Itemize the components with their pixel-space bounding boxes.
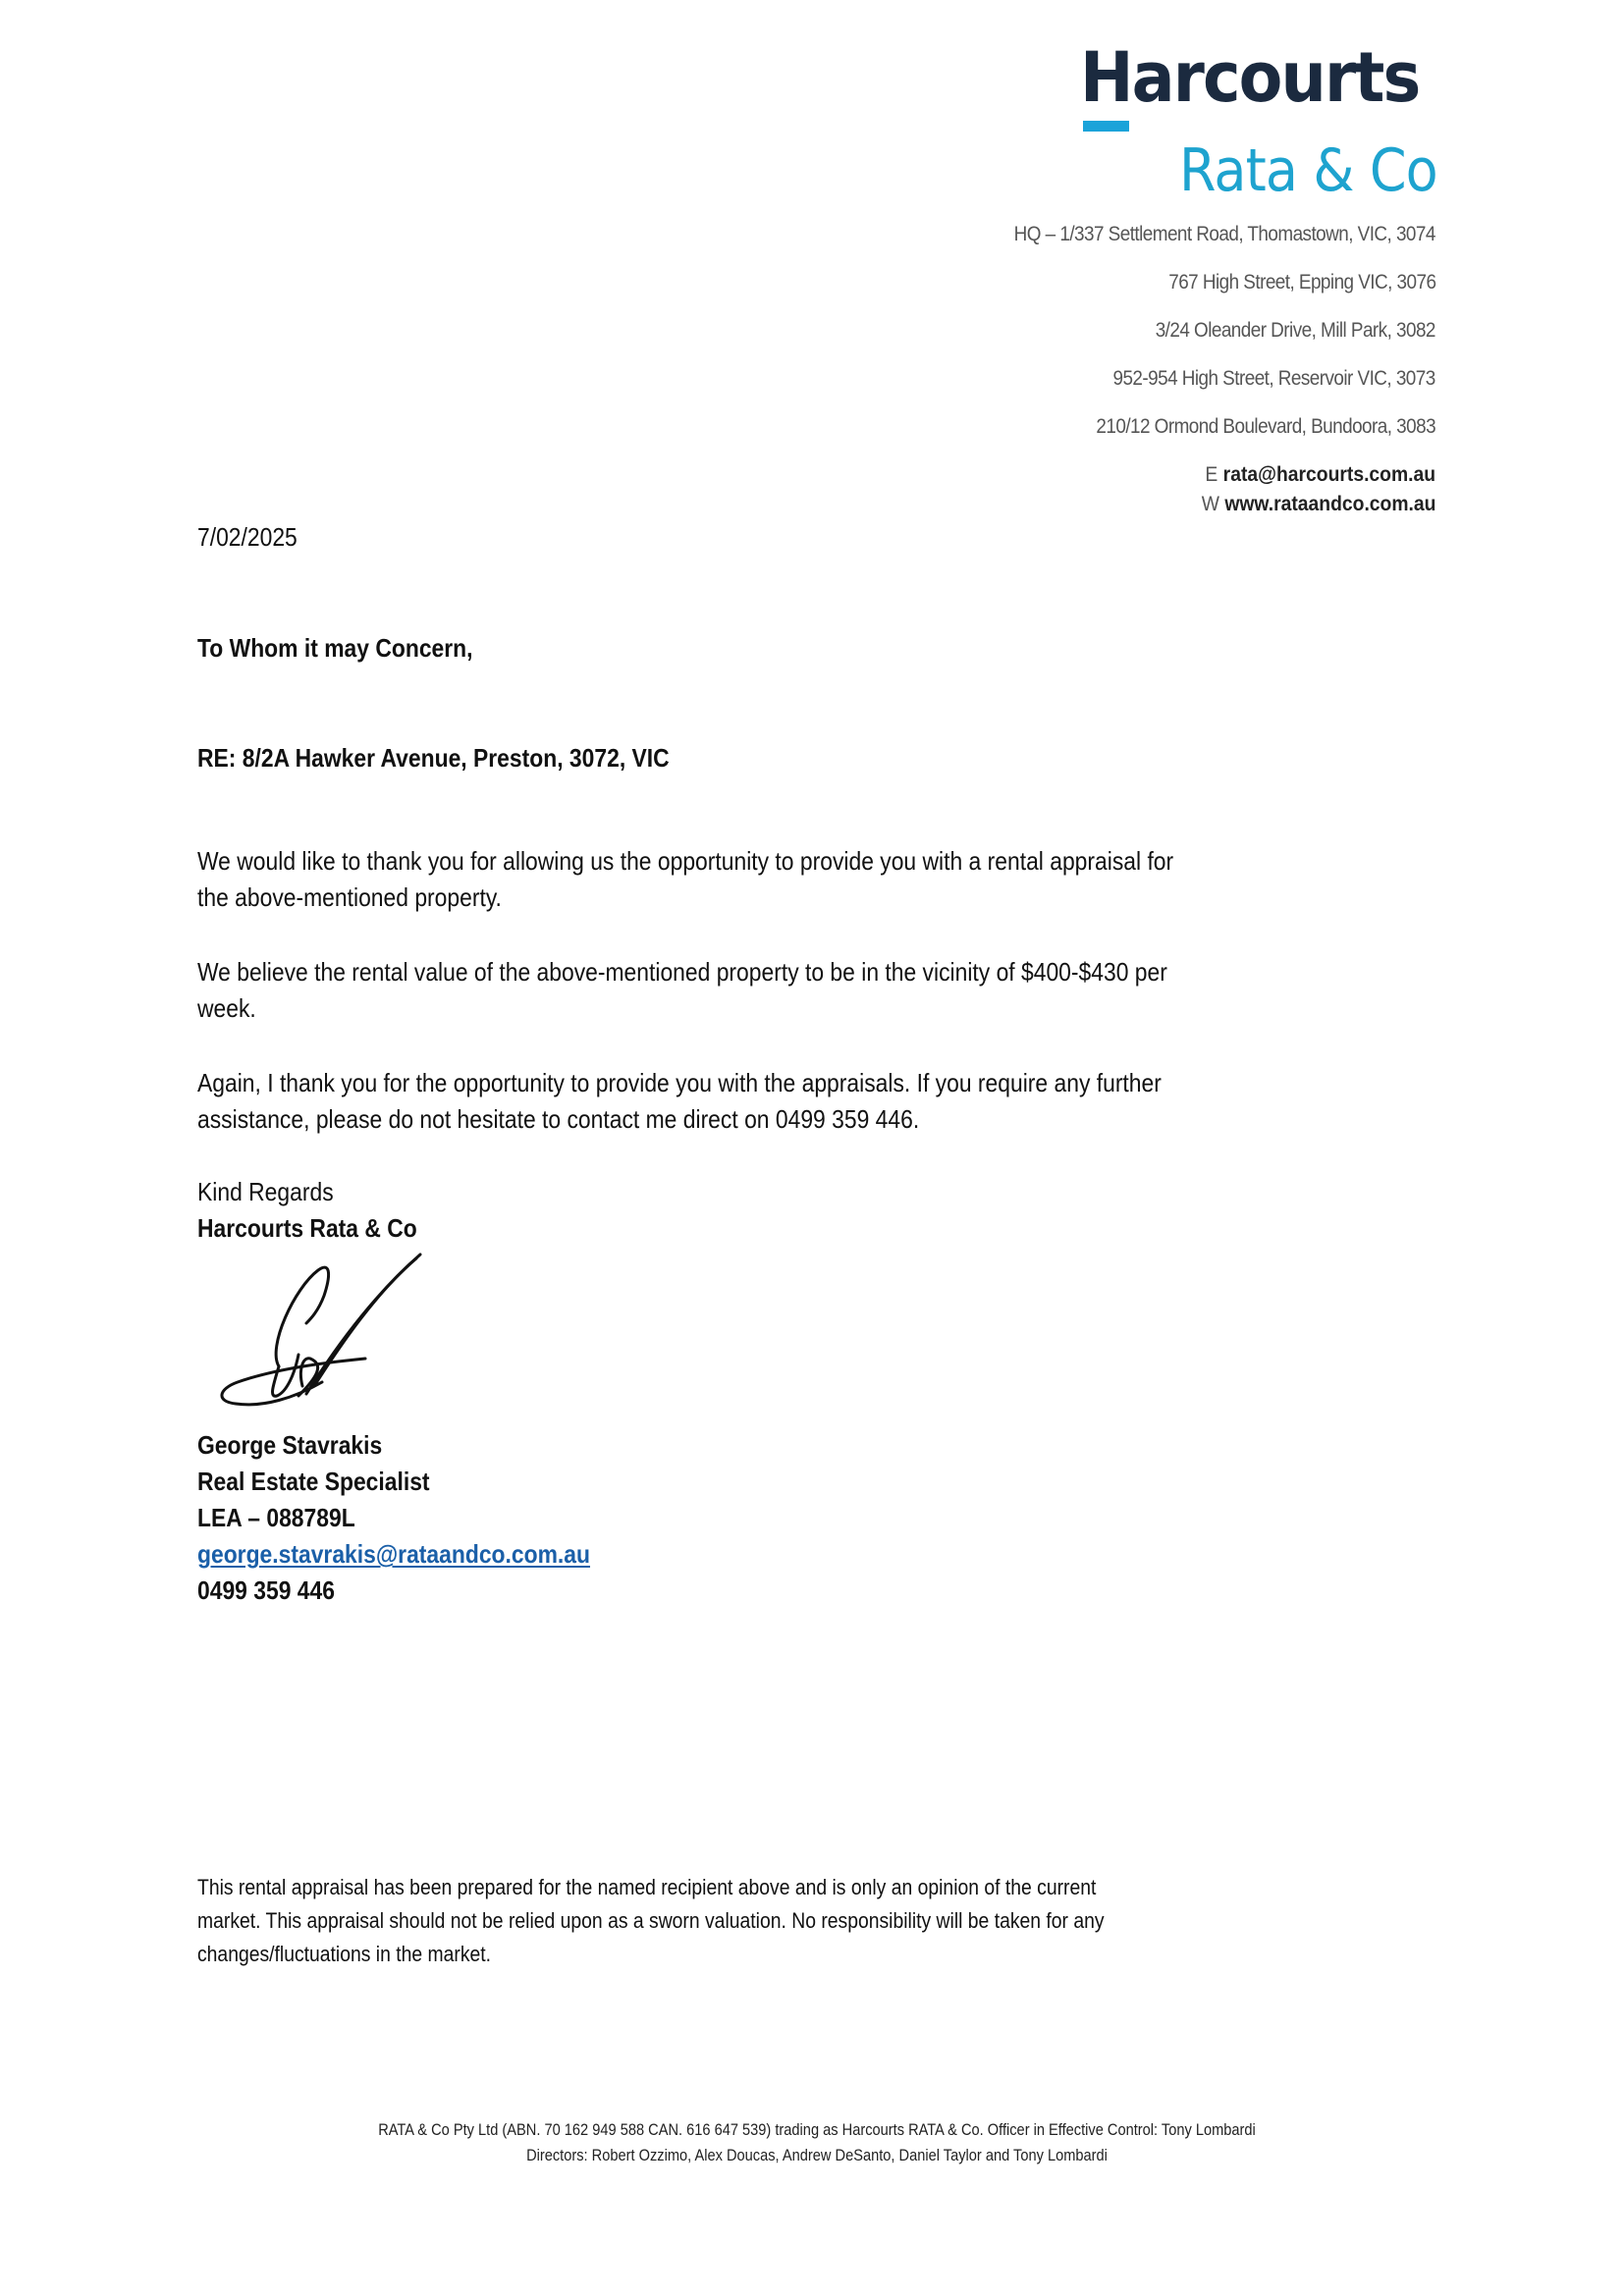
salutation: To Whom it may Concern, <box>197 633 473 663</box>
footer-directors-line: Directors: Robert Ozzimo, Alex Doucas, Andrew DeSanto, Daniel Taylor and Tony Lombardi <box>526 2146 1108 2164</box>
page-footer <box>114 2117 1519 2168</box>
paragraph-contact <box>197 1065 1162 1138</box>
subject-line: RE: 8/2A Hawker Avenue, Preston, 3072, VIC <box>197 743 670 773</box>
office-address-hq: HQ – 1/337 Settlement Road, Thomastown, VIC, 3074 <box>1013 223 1435 245</box>
paragraph-line: We would like to thank you for allowing us the opportunity to provide you with a rental appraisal for <box>197 846 1174 876</box>
paragraph-rental-value <box>197 954 1167 1027</box>
office-website-link[interactable]: www.rataandco.com.au <box>1223 493 1435 515</box>
office-address-reservoir: 952-954 High Street, Reservoir VIC, 3073 <box>1112 367 1435 390</box>
office-address-mill-park: 3/24 Oleander Drive, Mill Park, 3082 <box>1155 319 1435 342</box>
footer-company-line: RATA & Co Pty Ltd (ABN. 70 162 949 588 CAN. 616 647 539) trading as Harcourts RATA & Co. Officer in Effective Control: Tony Lombardi <box>378 2120 1256 2139</box>
email-label: E <box>1205 463 1218 486</box>
signatory-email-line <box>197 1536 590 1573</box>
office-email-link[interactable]: rata@harcourts.com.au <box>1222 463 1435 486</box>
signatory-license: LEA – 088789L <box>197 1503 355 1532</box>
disclaimer-line: market. This appraisal should not be relied upon as a sworn valuation. No responsibility will be taken for any <box>197 1908 1105 1933</box>
signatory-phone: 0499 359 446 <box>197 1575 335 1605</box>
harcourts-logo-wordmark: Harcourts <box>1080 37 1420 118</box>
disclaimer <box>197 1871 1105 1971</box>
paragraph-line: We believe the rental value of the above-mentioned property to be in the vicinity of $400-$430 per <box>197 957 1167 987</box>
office-email-line <box>1205 464 1435 485</box>
rata-and-co-logo-text: Rata & Co <box>1179 136 1437 205</box>
office-address-epping: 767 High Street, Epping VIC, 3076 <box>1167 271 1435 294</box>
paragraph-line: the above-mentioned property. <box>197 882 502 912</box>
paragraph-thanks <box>197 843 1173 916</box>
paragraph-line: week. <box>197 993 256 1023</box>
signatory-email-link[interactable]: george.stavrakis@rataandco.com.au <box>197 1539 590 1569</box>
paragraph-line: Again, I thank you for the opportunity to provide you with the appraisals. If you require any further <box>197 1068 1162 1097</box>
web-label: W <box>1201 493 1219 515</box>
letter-date: 7/02/2025 <box>197 522 298 552</box>
paragraph-line: assistance, please do not hesitate to contact me direct on 0499 359 446. <box>197 1104 920 1134</box>
logo-accent-bar <box>1083 121 1129 132</box>
disclaimer-line: This rental appraisal has been prepared for the named recipient above and is only an opinion of the current <box>197 1875 1097 1899</box>
handwritten-signature <box>208 1249 434 1420</box>
signatory-title: Real Estate Specialist <box>197 1467 430 1496</box>
signatory-name: George Stavrakis <box>197 1430 383 1460</box>
closing-company: Harcourts Rata & Co <box>197 1213 417 1243</box>
office-address-bundoora: 210/12 Ormond Boulevard, Bundoora, 3083 <box>1096 415 1435 438</box>
office-web-line <box>1201 494 1435 514</box>
disclaimer-line: changes/fluctuations in the market. <box>197 1942 492 1966</box>
closing: Kind Regards <box>197 1177 334 1206</box>
